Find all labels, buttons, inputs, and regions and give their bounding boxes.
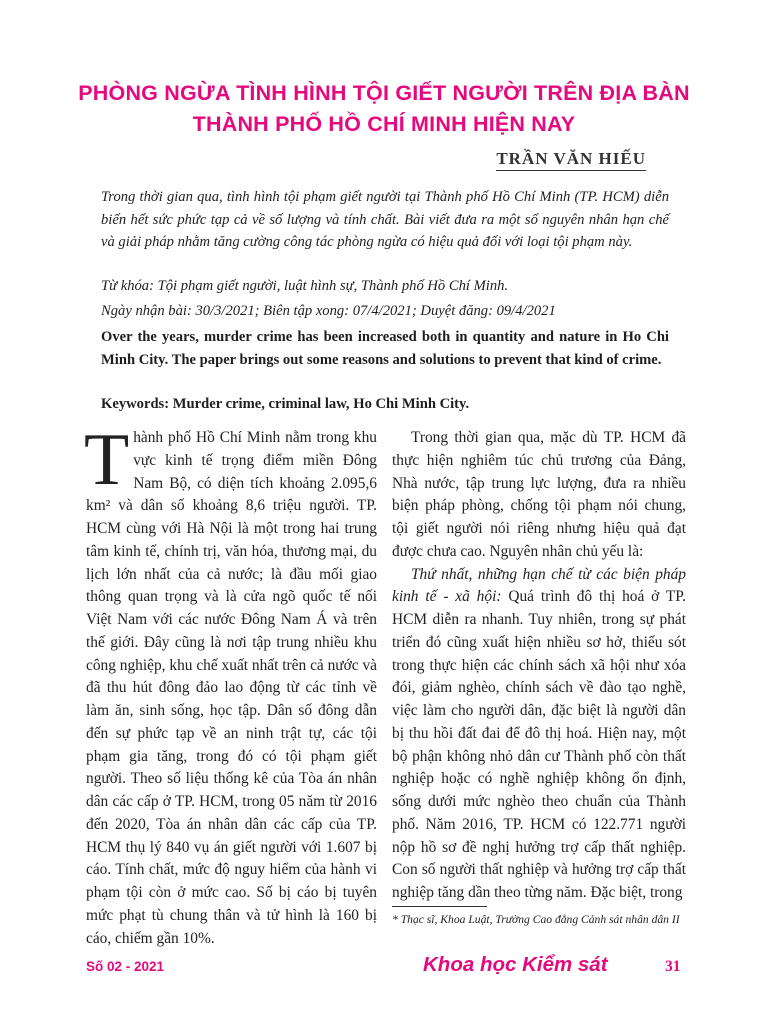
- title-line-2: THÀNH PHỐ HỒ CHÍ MINH HIỆN NAY: [192, 112, 576, 136]
- keywords-english: Keywords: Murder crime, criminal law, Ho Chi Minh City.: [101, 396, 470, 412]
- article-title: [60, 78, 708, 140]
- right-column-paragraph-1: Trong thời gian qua, mặc dù TP. HCM đã thực hiện nghiêm túc chủ trương của Đảng, Nhà nước, tập trung lực lượng, đưa ra nhiều biện pháp phòng, chống tội phạm nói chung, tội giết người nói riêng nhưng hiệu quả đạt được chưa cao. Nguyên nhân chủ yếu là:: [392, 429, 686, 560]
- issue-number: Số 02 - 2021: [86, 959, 165, 974]
- paragraph-lead-in: Thứ nhất, những hạn chế từ các biện pháp kinh tế - xã hội:: [392, 565, 686, 606]
- abstract-vietnamese: Trong thời gian qua, tình hình tội phạm giết người tại Thành phố Hồ Chí Minh (TP. HCM) diễn biến hết sức phức tạp cả về số lượng và tính chất. Bài viết đưa ra một số nguyên nhân hạn chế và giải pháp nhằm tăng cường công tác phòng ngừa có hiệu quả đối với loại tội phạm này.: [101, 189, 669, 250]
- abstract-english: Over the years, murder crime has been increased both in quantity and nature in Ho Chi Minh City. The paper brings out some reasons and solutions to prevent that kind of crime.: [101, 329, 669, 368]
- page-number: 31: [665, 958, 681, 975]
- footnote: * Thạc sĩ, Khoa Luật, Trường Cao đẳng Cảnh sát nhân dân II: [392, 913, 680, 926]
- footnote-rule: [392, 906, 487, 907]
- left-column: [84, 419, 377, 950]
- paragraph-body: Quá trình đô thị hoá ở TP. HCM diễn ra nhanh. Tuy nhiên, trong sự phát triển đó cũng xuất hiện nhiều sơ hở, thiếu sót trong thực hiện các chính sách xã hội như xóa đói, giảm nghèo, chính sách về đào tạo nghề, việc làm cho người dân, đặc biệt là người dân bị thu hồi đất đai để đô thị hoá. Hiện nay, một bộ phận không nhỏ dân cư Thành phố còn thất nghiệp hoặc có nghề nghiệp không ổn định, sống dưới mức nghèo theo chuẩn của Thành phố. Năm 2016, TP. HCM có 122.771 người nộp hồ sơ đề nghị hưởng trợ cấp thất nghiệp. Con số người thất nghiệp và hưởng trợ cấp thất nghiệp tăng dần theo từng năm. Đặc biệt, trong: [392, 588, 686, 901]
- keywords-vietnamese: Từ khóa: Tội phạm giết người, luật hình sự, Thành phố Hồ Chí Minh.: [101, 278, 509, 294]
- left-column-text: hành phố Hồ Chí Minh nằm trong khu vực kinh tế trọng điểm miền Đông Nam Bộ, có diện tích khoảng 2.095,6 km² và dân số khoảng 8,6 triệu người. TP. HCM cùng với Hà Nội là một trong hai trung tâm kinh tế, chính trị, văn hóa, thương mại, du lịch lớn nhất của cả nước; là đầu mối giao thông quan trọng và là cửa ngõ quốc tế nối Việt Nam với các nước Đông Nam Á và trên thế giới. Đây cũng là nơi tập trung nhiều khu công nghiệp, khu chế xuất nhất trên cả nước và đã thu hút đông đảo lao động từ các tỉnh về làm ăn, sinh sống, học tập. Dân số đông dẫn đến sự phức tạp về an ninh trật tự, các tội phạm gia tăng, trong đó có tội phạm giết người. Theo số liệu thống kê của Tòa án nhân dân các cấp ở TP. HCM, trong 05 năm từ 2016 đến 2020, Tòa án nhân dân các cấp của TP. HCM thụ lý 840 vụ án giết người với 1.607 bị cáo. Tính chất, mức độ nguy hiểm của hành vi phạm tội còn ở mức cao. Số bị cáo bị tuyên mức phạt tù chung thân và tử hình là 160 bị cáo, chiếm gần 10%.: [86, 429, 377, 947]
- right-column-paragraph-2: [392, 564, 686, 905]
- author-name: TRẦN VĂN HIẾU: [496, 149, 646, 171]
- title-line-1: PHÒNG NGỪA TÌNH HÌNH TỘI GIẾT NGƯỜI TRÊN ĐỊA BÀN: [78, 81, 690, 105]
- drop-cap: T: [84, 419, 130, 501]
- left-column-paragraph: [84, 419, 377, 950]
- right-column: [392, 427, 686, 905]
- journal-name: Khoa học Kiểm sát: [423, 953, 608, 976]
- submission-dates: Ngày nhận bài: 30/3/2021; Biên tập xong: 07/4/2021; Duyệt đăng: 09/4/2021: [101, 303, 556, 319]
